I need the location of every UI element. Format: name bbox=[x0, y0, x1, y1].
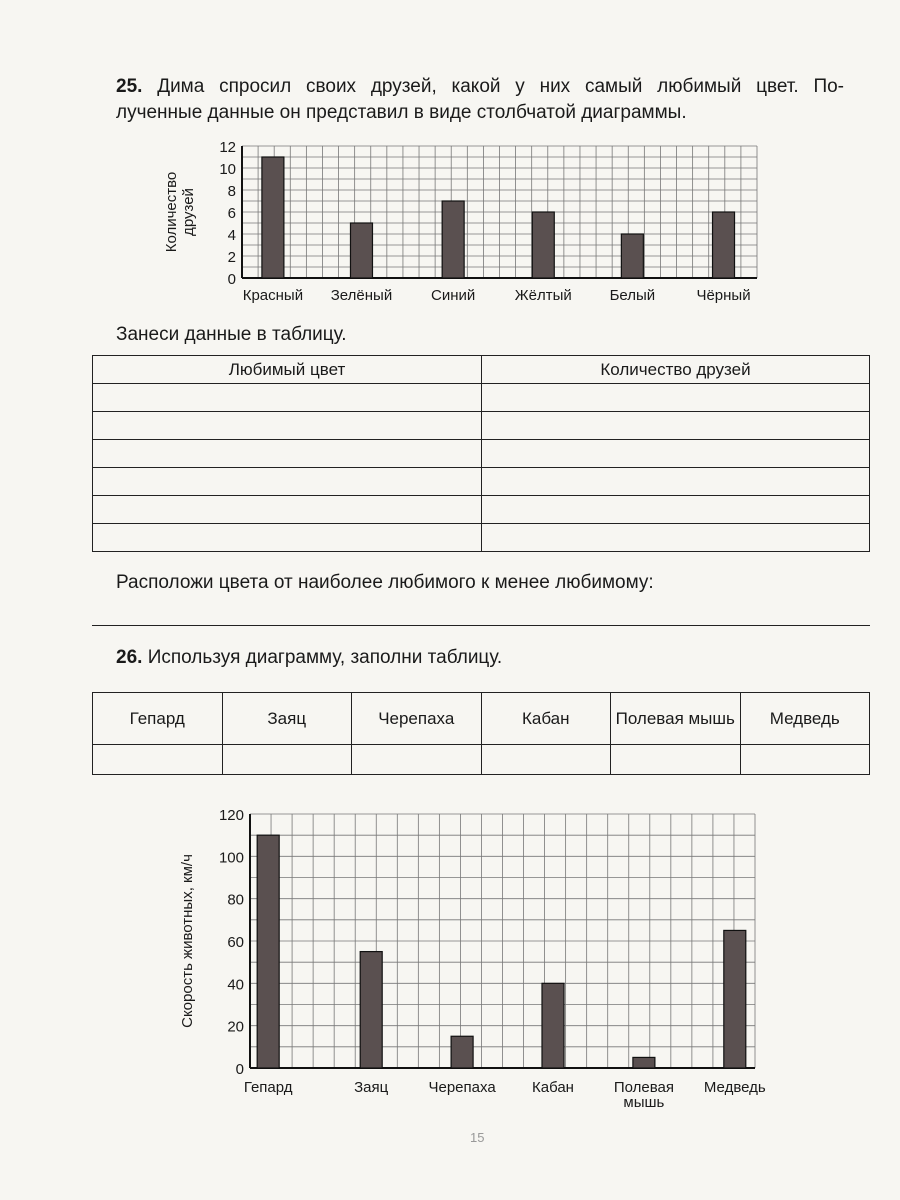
table-row bbox=[93, 496, 870, 524]
task25-text-line2: лученные данные он представил в виде столбчатой диаграммы. bbox=[116, 102, 687, 123]
y-tick-label: 80 bbox=[227, 891, 244, 909]
speed-input-cell[interactable] bbox=[222, 745, 352, 775]
bar-3 bbox=[451, 1036, 473, 1068]
x-tick-label: Красный bbox=[242, 287, 304, 304]
table-row bbox=[93, 524, 870, 552]
animal-speed-bar-chart bbox=[170, 800, 790, 1110]
color-input-cell[interactable] bbox=[93, 384, 482, 412]
animal-header-cell: Черепаха bbox=[352, 693, 482, 745]
x-tick-label: Жёлтый bbox=[514, 287, 572, 304]
x-tick-label: Медведь bbox=[703, 1079, 766, 1096]
y-tick-label: 0 bbox=[235, 1061, 244, 1078]
bar-4 bbox=[542, 983, 564, 1068]
count-input-cell[interactable] bbox=[482, 524, 870, 552]
page-number: 15 bbox=[470, 1130, 485, 1145]
task25-table-header-row bbox=[93, 356, 870, 384]
x-tick-label: Синий bbox=[431, 287, 476, 304]
color-input-cell[interactable] bbox=[93, 524, 482, 552]
table-header-color: Любимый цвет bbox=[93, 356, 482, 384]
y-tick-label: 120 bbox=[218, 807, 244, 824]
bar-4 bbox=[532, 212, 554, 278]
table-row bbox=[93, 412, 870, 440]
y-axis-label: Скорость животных, км/ч bbox=[179, 854, 196, 1028]
table-row bbox=[93, 468, 870, 496]
x-tick-label: Полевая bbox=[613, 1079, 674, 1096]
bar-3 bbox=[442, 201, 464, 278]
y-axis-label: друзей bbox=[180, 188, 197, 236]
color-input-cell[interactable] bbox=[93, 440, 482, 468]
count-input-cell[interactable] bbox=[482, 496, 870, 524]
bar-6 bbox=[724, 930, 746, 1068]
y-tick-label: 0 bbox=[227, 271, 236, 288]
task26-prompt: Используя диаграмму, заполни таблицу. bbox=[147, 647, 503, 668]
x-tick-label: Кабан bbox=[532, 1079, 574, 1096]
y-axis-label: Количество bbox=[163, 171, 180, 253]
animal-header-cell: Медведь bbox=[740, 693, 870, 745]
task26-header-row bbox=[93, 693, 870, 745]
speed-input-cell[interactable] bbox=[481, 745, 611, 775]
x-tick-label: Чёрный bbox=[696, 287, 751, 304]
task26-number: 26. bbox=[116, 647, 143, 668]
y-tick-label: 6 bbox=[227, 205, 236, 222]
task25-text-line1 bbox=[116, 74, 844, 100]
speed-input-cell[interactable] bbox=[352, 745, 482, 775]
task25-line1: Дима спросил своих друзей, какой у них самый любимый цвет. По- bbox=[157, 76, 844, 97]
y-tick-label: 10 bbox=[219, 161, 236, 178]
color-input-cell[interactable] bbox=[93, 468, 482, 496]
y-tick-label: 8 bbox=[227, 183, 236, 200]
task25-table bbox=[92, 355, 870, 552]
count-input-cell[interactable] bbox=[482, 468, 870, 496]
speed-input-cell[interactable] bbox=[611, 745, 741, 775]
task25-number: 25. bbox=[116, 76, 143, 97]
bar-6 bbox=[713, 212, 735, 278]
task26-text bbox=[116, 645, 502, 671]
color-input-cell[interactable] bbox=[93, 496, 482, 524]
order-answer-line[interactable] bbox=[92, 625, 870, 626]
animal-header-cell: Полевая мышь bbox=[611, 693, 741, 745]
y-tick-label: 40 bbox=[227, 976, 244, 994]
speed-input-cell[interactable] bbox=[740, 745, 870, 775]
count-input-cell[interactable] bbox=[482, 412, 870, 440]
task26-value-row bbox=[93, 745, 870, 775]
y-tick-label: 12 bbox=[219, 139, 236, 156]
favorite-color-bar-chart bbox=[150, 128, 790, 313]
task25-order-prompt: Расположи цвета от наиболее любимого к менее любимому: bbox=[116, 572, 654, 593]
x-tick-label: Заяц bbox=[354, 1079, 389, 1096]
bar-2 bbox=[350, 223, 372, 278]
x-tick-label: Черепаха bbox=[428, 1079, 496, 1096]
count-input-cell[interactable] bbox=[482, 384, 870, 412]
bar-2 bbox=[360, 952, 382, 1068]
table-row bbox=[93, 440, 870, 468]
task25-fill-prompt: Занеси данные в таблицу. bbox=[116, 324, 347, 345]
y-tick-label: 100 bbox=[218, 849, 244, 867]
y-tick-label: 20 bbox=[227, 1018, 244, 1036]
x-tick-label: Белый bbox=[609, 287, 656, 304]
task26-table bbox=[92, 692, 870, 775]
table-row bbox=[93, 384, 870, 412]
x-tick-label: Зелёный bbox=[330, 287, 393, 304]
bar-1 bbox=[262, 157, 284, 278]
count-input-cell[interactable] bbox=[482, 440, 870, 468]
bar-1 bbox=[257, 835, 279, 1068]
x-tick-label: Гепард bbox=[243, 1079, 293, 1096]
y-tick-label: 4 bbox=[227, 227, 236, 244]
bar-5 bbox=[621, 234, 643, 278]
y-tick-label: 60 bbox=[227, 934, 244, 951]
table-header-count: Количество друзей bbox=[482, 356, 870, 384]
y-tick-label: 2 bbox=[227, 249, 236, 266]
x-tick-label: мышь bbox=[623, 1094, 665, 1110]
animal-header-cell: Заяц bbox=[222, 693, 352, 745]
animal-header-cell: Гепард bbox=[93, 693, 223, 745]
bar-5 bbox=[633, 1057, 655, 1068]
animal-header-cell: Кабан bbox=[481, 693, 611, 745]
speed-input-cell[interactable] bbox=[93, 745, 223, 775]
color-input-cell[interactable] bbox=[93, 412, 482, 440]
